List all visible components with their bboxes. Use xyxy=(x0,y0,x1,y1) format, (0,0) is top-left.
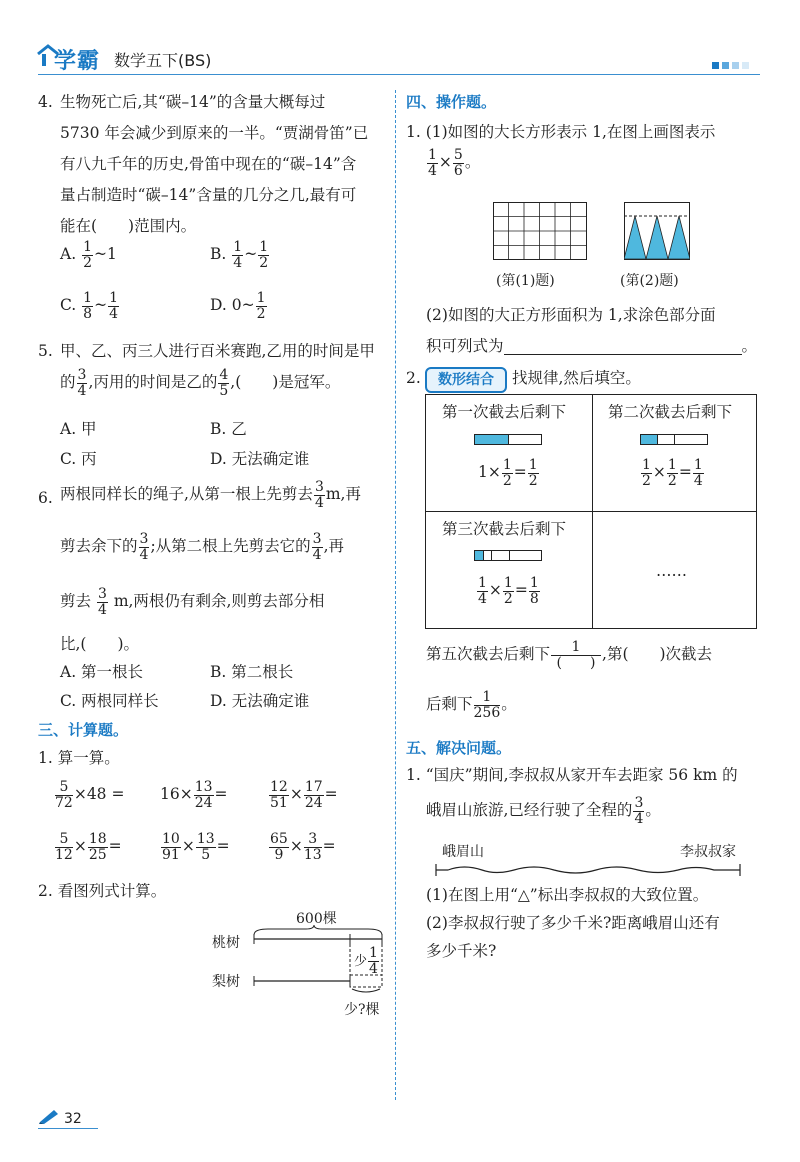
section-title-calculation: 三、计算题。 xyxy=(38,721,129,739)
fraction xyxy=(88,832,108,862)
calc-text: = xyxy=(214,785,228,804)
op2-fill-text: ,第( )次截去 xyxy=(602,645,713,664)
footer-rule xyxy=(38,1128,98,1129)
denominator: 25 xyxy=(88,846,107,863)
logo-text: 学霸 xyxy=(54,49,101,74)
q5-number: 5. xyxy=(38,342,53,360)
fraction xyxy=(368,946,379,976)
denominator: 51 xyxy=(270,794,288,811)
sol-line: 1. “国庆”期间,李叔叔从家开车去距家 56 km 的 xyxy=(406,766,738,784)
calc-text: ×48 = xyxy=(73,785,125,804)
numerator: 1 xyxy=(83,239,92,255)
fraction xyxy=(304,832,322,862)
q5-option-a[interactable]: A. 甲 xyxy=(60,420,97,438)
q4-option-c[interactable] xyxy=(60,291,120,321)
denominator: 91 xyxy=(162,846,180,863)
numerator: 3 xyxy=(304,832,322,848)
numerator: 1 xyxy=(256,290,266,306)
op2-fill-line xyxy=(426,690,517,720)
denominator[interactable]: ( ) xyxy=(556,654,596,671)
numerator: 18 xyxy=(88,831,107,847)
pattern-ellipsis: …… xyxy=(656,562,687,580)
numerator: 1 xyxy=(502,457,512,473)
numerator: 3 xyxy=(139,531,149,547)
q6-line xyxy=(60,587,324,617)
pattern-cell-title: 第一次截去后剩下 xyxy=(442,403,567,421)
q5-option-c[interactable]: C. 丙 xyxy=(60,450,97,468)
fraction xyxy=(529,576,540,606)
numerator: 1 xyxy=(693,457,703,473)
numerator: 3 xyxy=(312,531,322,547)
op1-line xyxy=(426,339,757,355)
calc-item xyxy=(268,780,338,810)
calc-text: = xyxy=(322,837,336,856)
denominator: 24 xyxy=(304,794,323,811)
q4-line: 量占制造时“碳–14”含量的几分之几,最有可 xyxy=(60,186,357,204)
fraction xyxy=(258,240,269,270)
strip-bar xyxy=(474,550,542,561)
numerator: 1 xyxy=(474,690,501,706)
calc-text: × xyxy=(289,837,303,856)
fraction xyxy=(97,587,108,617)
denominator: 5 xyxy=(201,846,211,863)
op2-fill-text: 后剩下 xyxy=(426,695,473,714)
calc-title: 1. 算一算。 xyxy=(38,749,120,767)
pattern-cell-title: 第二次截去后剩下 xyxy=(608,403,733,421)
diagram-row-label: 桃树 xyxy=(212,935,240,951)
fraction xyxy=(256,291,267,321)
q4-line: 5730 年会减少到原来的一半。“贾湖骨笛”已 xyxy=(60,124,369,142)
fraction xyxy=(82,291,93,321)
fraction xyxy=(269,780,289,810)
strip-segment xyxy=(475,435,509,444)
equation-text: = xyxy=(513,463,527,482)
denominator: 4 xyxy=(478,590,487,607)
fraction xyxy=(218,368,229,398)
op2-fill-text: 。 xyxy=(501,695,517,714)
strip-segment xyxy=(641,435,658,444)
denominator: 2 xyxy=(528,472,538,489)
op1-text: 。 xyxy=(741,337,758,355)
denominator: 6 xyxy=(453,162,463,179)
option-text: ~ xyxy=(244,245,258,264)
strip-segment xyxy=(510,551,542,560)
denominator: 4 xyxy=(428,162,437,179)
q6-option-b[interactable]: B. 第二根长 xyxy=(210,663,294,681)
equation-text: × xyxy=(488,581,502,600)
fraction xyxy=(427,148,438,178)
denominator: 4 xyxy=(369,960,378,977)
option-text: ~1 xyxy=(93,245,117,264)
q5-text: ,( )是冠军。 xyxy=(230,373,341,392)
q6-text: ,再 xyxy=(323,537,345,556)
diagram-less-label xyxy=(354,946,380,976)
route-line[interactable] xyxy=(434,858,754,878)
calc-text: = xyxy=(216,837,230,856)
denominator: 2 xyxy=(256,305,266,322)
figure-caption: (第(2)题) xyxy=(620,273,679,289)
numerator: 13 xyxy=(194,779,213,795)
calc-item xyxy=(54,780,124,810)
figure-caption: (第(1)题) xyxy=(496,273,555,289)
sol-part: (1)在图上用“△”标出李叔叔的大致位置。 xyxy=(426,886,709,904)
denominator: 24 xyxy=(194,794,213,811)
denominator: 2 xyxy=(83,254,92,271)
q4-option-b[interactable] xyxy=(210,240,270,270)
q5-option-b[interactable]: B. 乙 xyxy=(210,420,247,438)
option-label: C. xyxy=(60,296,77,315)
q4-option-a[interactable] xyxy=(60,240,117,270)
option-text: 0~ xyxy=(231,296,255,315)
numerator: 12 xyxy=(270,779,288,795)
header-rule xyxy=(38,74,760,75)
q5-line: 甲、乙、丙三人进行百米赛跑,乙用的时间是甲 xyxy=(60,342,375,360)
pattern-equation xyxy=(478,458,540,488)
denominator: 256 xyxy=(473,704,501,721)
fraction-answer[interactable] xyxy=(551,640,601,670)
strip-segment xyxy=(484,551,493,560)
q6-text: 剪去 xyxy=(60,592,92,611)
numerator: 10 xyxy=(162,831,180,847)
numerator: 1 xyxy=(428,147,437,163)
denominator: 4 xyxy=(312,546,322,563)
q6-text: m,再 xyxy=(325,485,361,504)
q4-number: 4. xyxy=(38,93,53,111)
q6-number: 6. xyxy=(38,489,53,507)
calc-text: × xyxy=(73,837,87,856)
q4-line: 能在( )范围内。 xyxy=(60,217,197,235)
q5-line xyxy=(60,368,340,398)
strip-bar xyxy=(640,434,708,445)
equation-text: = xyxy=(514,581,528,600)
denominator: 4 xyxy=(233,254,243,271)
numerator: 1 xyxy=(259,239,269,255)
numerator: 3 xyxy=(634,795,644,811)
fraction xyxy=(108,291,119,321)
sol-text: 峨眉山旅游,已经行驶了全程的 xyxy=(426,801,633,820)
q4-option-d[interactable] xyxy=(210,291,268,321)
denominator: 4 xyxy=(97,601,107,618)
column-divider xyxy=(395,90,396,1100)
denominator: 13 xyxy=(303,846,322,863)
denominator: 72 xyxy=(55,794,73,811)
shaded-triangles-figure xyxy=(624,202,690,260)
op1-text: 积可列式为 xyxy=(426,337,504,355)
calc-text: × xyxy=(181,837,195,856)
denominator: 4 xyxy=(314,494,324,511)
q6-option-d[interactable]: D. 无法确定谁 xyxy=(210,692,310,710)
fraction xyxy=(55,832,73,862)
numerator: 1 xyxy=(369,945,378,961)
denominator: 4 xyxy=(139,546,149,563)
calc-text: = xyxy=(108,837,122,856)
numerator: 3 xyxy=(97,586,107,602)
fraction xyxy=(314,480,325,510)
calc-text: 16× xyxy=(160,785,193,804)
op2-fill-line xyxy=(426,640,712,670)
topic-tag: 数形结合 xyxy=(425,367,507,393)
strip-segment xyxy=(509,435,542,444)
numerator: 1 xyxy=(528,457,538,473)
q6-text: 剪去余下的 xyxy=(60,537,138,556)
denominator: 4 xyxy=(634,810,644,827)
pattern-equation xyxy=(476,576,541,606)
numerator: 1 xyxy=(503,575,513,591)
fraction xyxy=(139,532,150,562)
denominator: 4 xyxy=(77,382,87,399)
calc-text: = xyxy=(324,785,338,804)
fraction xyxy=(667,458,678,488)
numerator: 1 xyxy=(478,575,487,591)
numerator: 65 xyxy=(270,831,288,847)
header-square xyxy=(722,62,729,69)
numerator: 5 xyxy=(55,780,73,796)
denominator: 4 xyxy=(109,305,119,322)
option-text: ~ xyxy=(94,296,108,315)
op1-text: × xyxy=(438,153,452,172)
q5-text: ,丙用的时间是乙的 xyxy=(88,373,218,392)
sol-line xyxy=(426,796,661,826)
q4-line: 有八九千年的历史,骨笛中现在的“碳–14”含 xyxy=(60,155,357,173)
numerator: 1 xyxy=(667,457,677,473)
op2-number: 2. xyxy=(406,369,421,387)
denominator: 2 xyxy=(259,254,269,271)
numerator: 1 xyxy=(529,575,539,591)
grid-rectangle-figure[interactable] xyxy=(493,202,587,260)
fraction xyxy=(269,832,289,862)
q2-title: 2. 看图列式计算。 xyxy=(38,882,167,900)
fraction xyxy=(477,576,488,606)
calc-item xyxy=(54,832,122,862)
denominator: 8 xyxy=(529,590,539,607)
fraction xyxy=(528,458,539,488)
strip-segment xyxy=(492,551,509,560)
denominator: 2 xyxy=(502,472,512,489)
numerator: 1 xyxy=(551,640,601,656)
pattern-table xyxy=(425,394,757,629)
q6-line xyxy=(60,480,361,510)
answer-blank[interactable] xyxy=(504,340,742,355)
pattern-equation xyxy=(640,458,705,488)
op1-line: (2)如图的大正方形面积为 1,求涂色部分面 xyxy=(426,306,716,324)
numerator: 1 xyxy=(109,290,119,306)
op1-line: 1. (1)如图的大长方形表示 1,在图上画图表示 xyxy=(406,123,716,141)
fraction xyxy=(503,576,514,606)
route-end-label: 李叔叔家 xyxy=(680,844,736,860)
denominator: 12 xyxy=(55,846,73,863)
header-square xyxy=(742,62,749,69)
strip-segment xyxy=(658,435,675,444)
q5-text: 的 xyxy=(60,373,76,392)
option-label: D. xyxy=(210,296,227,315)
denominator: 4 xyxy=(693,472,703,489)
fraction xyxy=(312,532,323,562)
numerator: 3 xyxy=(77,367,87,383)
denominator: 5 xyxy=(219,382,229,399)
option-label: A. xyxy=(60,245,77,264)
header-square xyxy=(732,62,739,69)
page-number: 32 xyxy=(64,1111,82,1127)
pencil-icon xyxy=(38,1108,60,1124)
fraction xyxy=(693,458,704,488)
q4-line: 生物死亡后,其“碳–14”的含量大概每过 xyxy=(60,93,326,111)
fraction xyxy=(196,832,216,862)
calc-item xyxy=(160,780,228,810)
fraction xyxy=(641,458,652,488)
equation-text: 1× xyxy=(478,463,501,482)
table-divider xyxy=(426,511,756,512)
numerator: 13 xyxy=(196,831,215,847)
fraction xyxy=(502,458,513,488)
fraction xyxy=(82,240,93,270)
section-title-solve: 五、解决问题。 xyxy=(406,739,512,757)
q6-line xyxy=(60,532,344,562)
fraction xyxy=(304,780,324,810)
diagram-total-label: 600棵 xyxy=(296,911,337,927)
q6-text: 两根同样长的绳子,从第一根上先剪去 xyxy=(60,485,313,504)
numerator: 4 xyxy=(219,367,229,383)
denominator: 9 xyxy=(274,846,284,863)
diagram-question: 少?棵 xyxy=(344,1002,380,1018)
strip-bar xyxy=(474,434,542,445)
numerator: 3 xyxy=(314,479,324,495)
q6-line: 比,( )。 xyxy=(60,635,140,653)
numerator: 5 xyxy=(453,147,463,163)
fraction xyxy=(55,780,73,810)
strip-segment xyxy=(675,435,707,444)
denominator: 2 xyxy=(503,590,513,607)
fraction xyxy=(77,368,88,398)
sol-text: 。 xyxy=(645,801,661,820)
fraction xyxy=(453,148,464,178)
q6-text: m,两根仍有剩余,则剪去部分相 xyxy=(113,592,325,611)
numerator: 1 xyxy=(642,457,651,473)
diagram-row-label: 梨树 xyxy=(212,974,240,990)
numerator: 5 xyxy=(55,832,73,848)
op2-text: 找规律,然后填空。 xyxy=(512,369,641,387)
numerator: 1 xyxy=(83,290,93,306)
numerator: 17 xyxy=(304,779,323,795)
denominator: 8 xyxy=(83,305,93,322)
q6-text: ;从第二根上先剪去它的 xyxy=(150,537,311,556)
op1-expression xyxy=(426,148,480,178)
route-start-label: 峨眉山 xyxy=(442,844,484,860)
pattern-cell-title: 第三次截去后剩下 xyxy=(442,520,567,538)
diagram-less-text: 少 xyxy=(354,953,368,969)
calc-item xyxy=(160,832,230,862)
equation-text: = xyxy=(678,463,692,482)
sol-part: (2)李叔叔行驶了多少千米?距离峨眉山还有 xyxy=(426,914,720,932)
option-label: B. xyxy=(210,245,227,264)
fraction xyxy=(633,796,644,826)
q5-option-d[interactable]: D. 无法确定谁 xyxy=(210,450,310,468)
calc-item xyxy=(268,832,336,862)
denominator: 2 xyxy=(667,472,677,489)
strip-segment xyxy=(475,551,484,560)
page-header-title: 数学五下(BS) xyxy=(114,51,212,70)
fraction xyxy=(194,780,214,810)
header-square xyxy=(712,62,719,69)
sol-part: 多少千米? xyxy=(426,942,497,960)
calc-text: × xyxy=(289,785,303,804)
fraction xyxy=(474,690,501,720)
fraction xyxy=(161,832,181,862)
denominator: 2 xyxy=(642,472,651,489)
section-title-operation: 四、操作题。 xyxy=(406,93,497,111)
numerator: 1 xyxy=(233,239,243,255)
op2-fill-text: 第五次截去后剩下 xyxy=(426,645,551,664)
q6-option-c[interactable]: C. 两根同样长 xyxy=(60,692,159,710)
q6-option-a[interactable]: A. 第一根长 xyxy=(60,663,144,681)
fraction xyxy=(232,240,243,270)
op1-text: 。 xyxy=(464,153,481,172)
equation-text: × xyxy=(652,463,666,482)
